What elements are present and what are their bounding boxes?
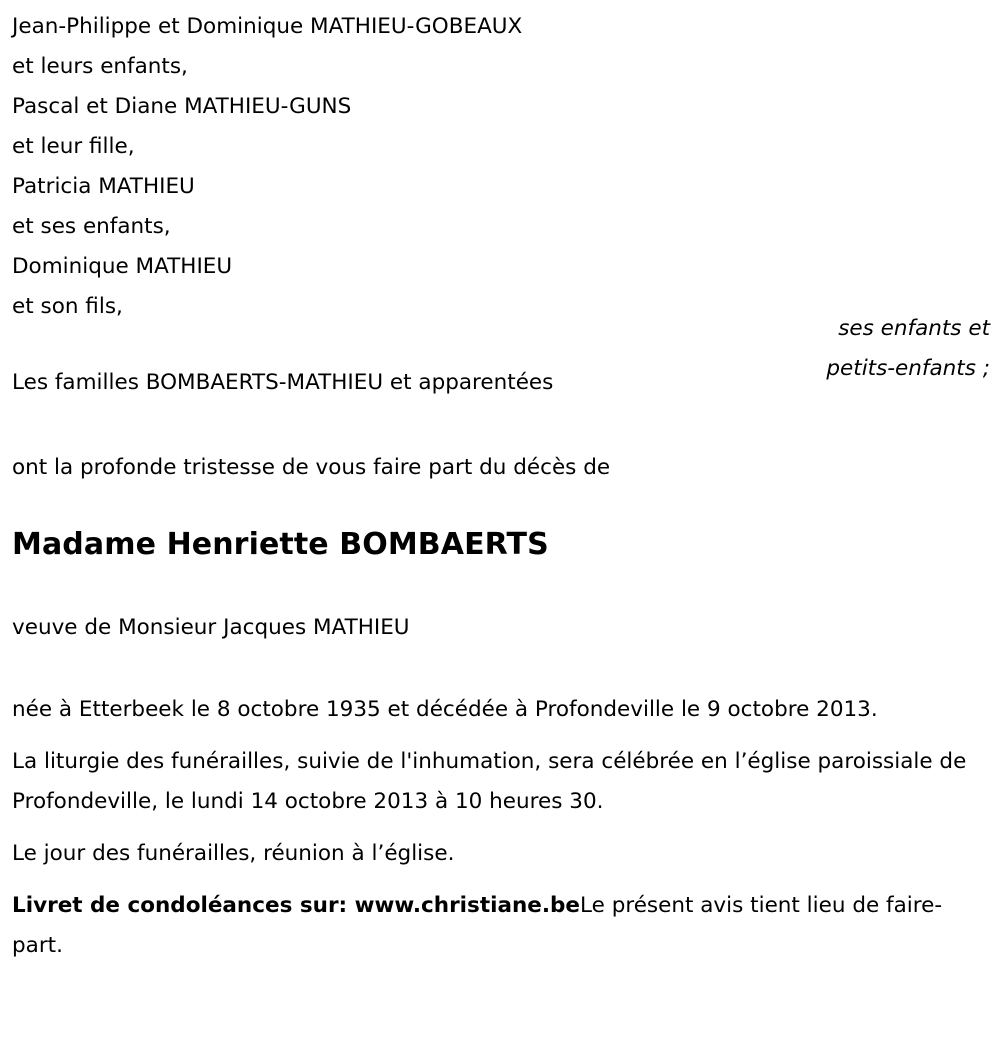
survivor-line: et son fils, (12, 294, 123, 319)
survivors-qualifier (570, 309, 990, 389)
survivors-list (12, 0, 990, 327)
qualifier-line: ses enfants et (838, 316, 990, 341)
reunion-line: Le jour des funérailles, réunion à l’église. (12, 841, 455, 866)
families-line: Les familles BOMBAERTS-MATHIEU et apparentées (12, 370, 554, 395)
survivor-line: Jean-Philippe et Dominique MATHIEU-GOBEAUX (12, 14, 523, 39)
survivor-line: Dominique MATHIEU (12, 254, 233, 279)
condolences-book-label: Livret de condoléances sur: www.christiane.be (12, 893, 581, 918)
qualifier-line: petits-enfants ; (826, 356, 990, 381)
announcement-line: ont la profonde tristesse de vous faire part du décès de (12, 455, 611, 480)
condolences-line (12, 874, 990, 966)
deceased-name: Madame Henriette BOMBAERTS (12, 527, 549, 562)
survivor-line: et leurs enfants, (12, 54, 188, 79)
survivor-line: et ses enfants, (12, 214, 171, 239)
spouse-line: veuve de Monsieur Jacques MATHIEU (12, 615, 410, 640)
liturgy-line: La liturgie des funérailles, suivie de l'inhumation, sera célébrée en l’église paroissiale de Profondeville, le lundi 14 octobre 2013 à 10 heures 30. (12, 749, 974, 814)
condolences-legal-note: Le présent avis tient lieu de faire-part. (12, 893, 943, 958)
birth-death-line: née à Etterbeek le 8 octobre 1935 et décédée à Profondeville le 9 octobre 2013. (12, 697, 878, 722)
survivor-line: et leur fille, (12, 134, 135, 159)
survivor-line: Pascal et Diane MATHIEU-GUNS (12, 94, 352, 119)
notice-body (12, 0, 990, 966)
survivor-line: Patricia MATHIEU (12, 174, 195, 199)
